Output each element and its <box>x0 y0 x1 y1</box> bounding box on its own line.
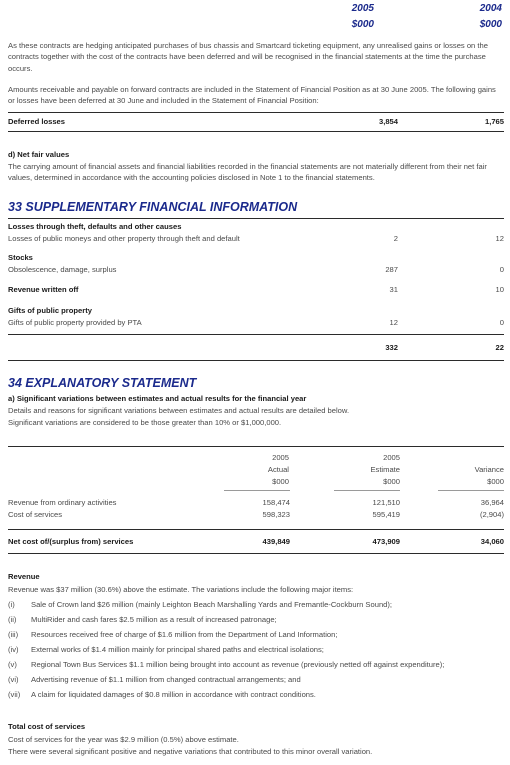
hedging-paragraph: As these contracts are hedging anticipated purchases of bus chassis and Smartcard ticketing equipment, any unrealised gains or losses on the contracts together with the cost of the contracts have been deferred and will be recognised in the financial statements at the time the purchase occurs. <box>8 41 488 73</box>
revenue-item-num: (iii) <box>8 630 19 639</box>
net-cost-label: Net cost of/(surplus from) services <box>8 537 134 546</box>
variations-heading: a) Significant variations between estimates and actual results for the financial year <box>8 394 307 403</box>
stocks-2005: 287 <box>385 265 398 274</box>
deferred-losses-2005: 3,854 <box>378 117 398 126</box>
section-33-title: 33 SUPPLEMENTARY FINANCIAL INFORMATION <box>8 200 298 214</box>
revenue-item-num: (vi) <box>8 675 19 684</box>
variance-unit: $000 <box>487 477 504 486</box>
cost-actual: 598,323 <box>262 510 290 519</box>
revenue-item-num: (i) <box>8 600 15 609</box>
net-actual: 439,849 <box>262 537 290 546</box>
estimate-year: 2005 <box>383 453 400 462</box>
cost-text-1: Cost of services for the year was $2.9 million (0.5%) above estimate. <box>8 735 239 744</box>
deferred-losses-label: Deferred losses <box>8 117 65 126</box>
gifts-heading: Gifts of public property <box>8 306 92 315</box>
variations-text-1: Details and reasons for significant variations between estimates and actual results are detailed below. <box>8 406 350 415</box>
estimate-unit: $000 <box>383 477 400 486</box>
revenue-item-text: Resources received free of charge of $1.6 million from the Department of Land Information; <box>31 630 338 639</box>
revenue-item-text: A claim for liquidated damages of $0.8 million in accordance with contract conditions. <box>31 690 316 699</box>
actual-year: 2005 <box>272 453 289 462</box>
losses-heading: Losses through theft, defaults and other causes <box>8 222 182 231</box>
revenue-written-off-2004: 10 <box>495 285 504 294</box>
net-fair-values-heading: d) Net fair values <box>8 150 70 159</box>
revenue-item-num: (vii) <box>8 690 21 699</box>
net-fair-values-text: The carrying amount of financial assets and financial liabilities recorded in the financial statements are not materially different from their net fair values, determined in accordance with the accounting policies disclosed in Note 1 to the financial statements. <box>8 162 487 183</box>
revenue-variance: 36,964 <box>480 498 504 507</box>
total-2004: 22 <box>495 343 504 352</box>
total-2005: 332 <box>385 343 398 352</box>
rule <box>8 218 504 219</box>
rule <box>8 529 504 530</box>
variance-col-header: Variance <box>474 465 504 474</box>
revenue-item-text: MultiRider and cash fares $2.5 million as a result of increased patronage; <box>31 615 277 624</box>
revenue-item-num: (ii) <box>8 615 17 624</box>
actual-col-header: Actual <box>267 465 289 474</box>
losses-2004: 12 <box>495 234 504 243</box>
cost-estimate: 595,419 <box>372 510 400 519</box>
gifts-row <box>8 317 504 328</box>
revenue-estimate: 121,510 <box>372 498 400 507</box>
losses-label: Losses of public moneys and other property through theft and default <box>8 234 240 243</box>
cost-text-2: There were several significant positive and negative variations that contributed to this minor overall variation. <box>8 747 373 756</box>
rule <box>8 446 504 447</box>
stocks-2004: 0 <box>499 265 504 274</box>
actual-unit: $000 <box>272 477 289 486</box>
gifts-2004: 0 <box>499 318 504 327</box>
stocks-heading: Stocks <box>8 253 33 262</box>
rule <box>8 112 504 113</box>
variance-col-rule <box>438 490 504 491</box>
stocks-label: Obsolescence, damage, surplus <box>8 265 117 274</box>
deferred-losses-2004: 1,765 <box>484 117 504 126</box>
actual-col-rule <box>224 490 290 491</box>
cost-variance: (2,904) <box>479 510 504 519</box>
unit-2005-header: $000 <box>351 19 374 30</box>
year-2004-header: 2004 <box>479 3 502 14</box>
losses-row <box>8 233 504 244</box>
revenue-item-num: (v) <box>8 660 17 669</box>
revenue-intro: Revenue was $37 million (30.6%) above the estimate. The variations include the following major items: <box>8 585 354 594</box>
net-cost-row <box>8 536 504 547</box>
forward-contracts-paragraph: Amounts receivable and payable on forward contracts are included in the Statement of Financial Position as at 30 June 2005. The following gains or losses have been deferred at 30 June and included in the Statement of Financial Position: <box>8 85 496 106</box>
revenue-item-text: Regional Town Bus Services $1.1 million being brought into account as revenue (previously netted off against expenditure); <box>31 660 445 669</box>
revenue-item-text: External works of $1.4 million mainly for principal shared paths and electrical isolations; <box>31 645 324 654</box>
section-33-total-row <box>8 342 504 353</box>
gifts-2005: 12 <box>389 318 398 327</box>
revenue-item-num: (iv) <box>8 645 19 654</box>
rule <box>8 334 504 335</box>
revenue-written-off-2005: 31 <box>389 285 398 294</box>
cost-of-services-row <box>8 509 504 520</box>
losses-2005: 2 <box>393 234 398 243</box>
revenue-item-text: Sale of Crown land $26 million (mainly Leighton Beach Marshalling Yards and Fremantle-Cockburn Sound); <box>31 600 393 609</box>
revenue-written-off-label: Revenue written off <box>8 285 79 294</box>
estimate-col-header: Estimate <box>370 465 400 474</box>
estimate-col-rule <box>334 490 400 491</box>
year-2005-header: 2005 <box>351 3 374 14</box>
cost-heading: Total cost of services <box>8 722 86 731</box>
revenue-ordinary-row <box>8 497 504 508</box>
revenue-ordinary-label: Revenue from ordinary activities <box>8 498 117 507</box>
revenue-actual: 158,474 <box>262 498 290 507</box>
variations-text-2: Significant variations are considered to be those greater than 10% or $1,000,000. <box>8 418 282 427</box>
rule <box>8 553 504 554</box>
rule <box>8 360 504 361</box>
net-estimate: 473,909 <box>372 537 400 546</box>
net-variance: 34,060 <box>480 537 504 546</box>
revenue-heading: Revenue <box>8 572 40 581</box>
revenue-item-text: Advertising revenue of $1.1 million from changed contractual arrangements; and <box>31 675 301 684</box>
cost-of-services-label: Cost of services <box>8 510 63 519</box>
deferred-losses-row <box>8 116 504 127</box>
stocks-row <box>8 264 504 275</box>
section-34-title: 34 EXPLANATORY STATEMENT <box>8 376 197 390</box>
rule <box>8 131 504 132</box>
revenue-written-off-row <box>8 284 504 295</box>
unit-2004-header: $000 <box>479 19 502 30</box>
gifts-label: Gifts of public property provided by PTA <box>8 318 142 327</box>
